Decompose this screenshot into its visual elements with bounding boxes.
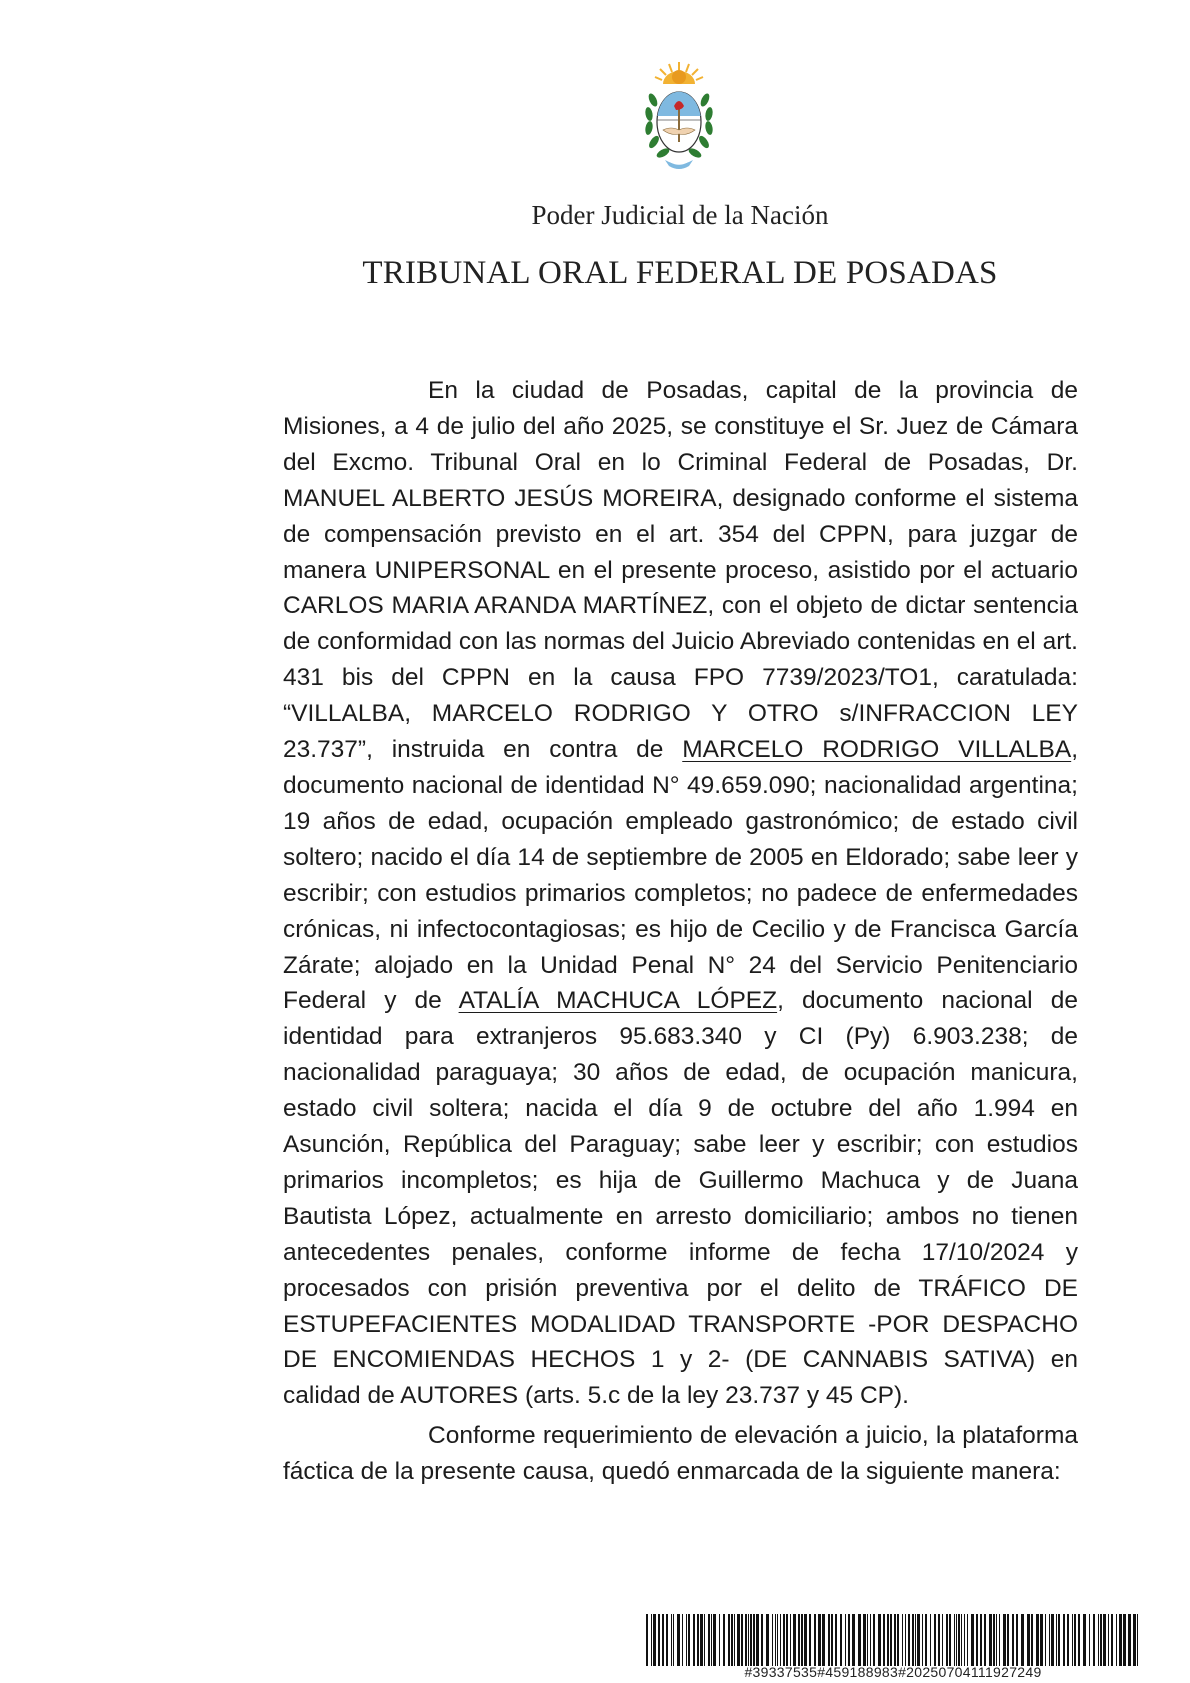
- barcode-bar: [697, 1614, 699, 1666]
- barcode-bar: [984, 1614, 986, 1666]
- barcode-bar: [1103, 1614, 1106, 1666]
- barcode-bar: [1098, 1614, 1099, 1666]
- court-name: TRIBUNAL ORAL FEDERAL DE POSADAS: [362, 255, 998, 291]
- defendant-name-1: MARCELO RODRIGO VILLALBA: [682, 736, 1072, 764]
- barcode-bar: [1021, 1614, 1024, 1666]
- barcode-bar: [686, 1614, 687, 1666]
- barcode-bar: [996, 1614, 997, 1666]
- barcode-bar: [761, 1614, 763, 1666]
- barcode-bar: [682, 1614, 683, 1666]
- barcode-bar: [1051, 1614, 1054, 1666]
- barcode-bar: [741, 1614, 743, 1666]
- barcode-bar: [915, 1614, 916, 1666]
- barcode-bar: [956, 1614, 957, 1666]
- barcode-bar: [878, 1614, 881, 1666]
- barcode-bar: [828, 1614, 830, 1666]
- barcode-bar: [745, 1614, 747, 1666]
- barcode-bar: [700, 1614, 703, 1666]
- barcode-bar: [1012, 1614, 1014, 1666]
- barcode-bar: [1063, 1614, 1065, 1666]
- barcode-bar: [897, 1614, 899, 1666]
- barcode-bar: [870, 1614, 871, 1666]
- barcode-bar: [801, 1614, 803, 1666]
- barcode-bar: [753, 1614, 755, 1666]
- barcode-bar: [905, 1614, 906, 1666]
- barcode-bar: [912, 1614, 914, 1666]
- barcode-bar: [723, 1614, 725, 1666]
- barcode-bar: [772, 1614, 773, 1666]
- barcode-bar: [677, 1614, 680, 1666]
- barcode-bar: [798, 1614, 800, 1666]
- barcode-bar: [1133, 1614, 1136, 1666]
- barcode-bar: [1067, 1614, 1069, 1666]
- barcode-bar: [835, 1614, 837, 1666]
- barcode-bar: [671, 1614, 672, 1666]
- barcode-bar: [1108, 1614, 1109, 1666]
- barcode-bar: [1016, 1614, 1018, 1666]
- barcode-bar: [1100, 1614, 1102, 1666]
- barcode-bar: [666, 1614, 668, 1666]
- barcode-bar: [1119, 1614, 1122, 1666]
- barcode-bar: [704, 1614, 705, 1666]
- barcode-bar: [737, 1614, 740, 1666]
- barcode-bar: [662, 1614, 664, 1666]
- organization-name: Poder Judicial de la Nación: [531, 200, 829, 230]
- barcode-bar: [777, 1614, 778, 1666]
- barcode-image: [646, 1614, 1140, 1666]
- barcode-bar: [831, 1614, 833, 1666]
- barcode-bar: [863, 1614, 866, 1666]
- barcode-bar: [908, 1614, 910, 1666]
- barcode-bar: [711, 1614, 712, 1666]
- barcode-bar: [814, 1614, 816, 1666]
- barcode-bar: [917, 1614, 920, 1666]
- barcode-bar: [993, 1614, 995, 1666]
- barcode-bar: [934, 1614, 936, 1666]
- barcode-bar: [1123, 1614, 1126, 1666]
- barcode-bar: [1040, 1614, 1043, 1666]
- barcode-bar: [852, 1614, 855, 1666]
- barcode-bar: [658, 1614, 660, 1666]
- barcode-bar: [748, 1614, 749, 1666]
- barcode-bar: [793, 1614, 796, 1666]
- barcode-bar: [964, 1614, 965, 1666]
- barcode-bar: [883, 1614, 885, 1666]
- barcode-bar: [1058, 1614, 1060, 1666]
- barcode-bar: [804, 1614, 807, 1666]
- barcode-bar: [946, 1614, 948, 1666]
- barcode-bar: [1007, 1614, 1009, 1666]
- barcode-bar: [734, 1614, 735, 1666]
- barcode-bar: [818, 1614, 821, 1666]
- barcode-bar: [728, 1614, 730, 1666]
- barcode-bar: [1003, 1614, 1006, 1666]
- barcode-bar: [845, 1614, 846, 1666]
- barcode-bar: [719, 1614, 720, 1666]
- barcode-bar: [1045, 1614, 1046, 1666]
- barcode-bar: [1072, 1614, 1073, 1666]
- barcode-bar: [894, 1614, 896, 1666]
- barcode-bar: [867, 1614, 868, 1666]
- defendant-name-2: ATALÍA MACHUCA LÓPEZ: [458, 987, 778, 1015]
- barcode-bar: [1031, 1614, 1033, 1666]
- barcode-bar: [930, 1614, 931, 1666]
- barcode-bar: [1128, 1614, 1131, 1666]
- barcode-bar: [756, 1614, 759, 1666]
- paragraph-1: [283, 373, 1078, 1414]
- barcode-bar: [693, 1614, 695, 1666]
- barcode-bar: [1093, 1614, 1095, 1666]
- barcode-bar: [954, 1614, 955, 1666]
- barcode-bar: [673, 1614, 674, 1666]
- barcode-bar: [961, 1614, 962, 1666]
- barcode-bar: [1089, 1614, 1090, 1666]
- barcode-bar: [873, 1614, 875, 1666]
- barcode-bar: [809, 1614, 811, 1666]
- barcode-bar: [790, 1614, 791, 1666]
- barcode-bar: [1137, 1614, 1138, 1666]
- barcode-bar: [708, 1614, 710, 1666]
- barcode-bar: [848, 1614, 850, 1666]
- barcode-bar: [925, 1614, 927, 1666]
- barcode-bar: [1111, 1614, 1113, 1666]
- barcode-bar: [949, 1614, 951, 1666]
- barcode-bar: [1116, 1614, 1117, 1666]
- paragraph-1-middle: , documento nacional de identidad N° 49.659.090; nacionalidad argentina; 19 años de edad, ocupación empleado gastronómico; de estado civil soltero; nacido el día 14 de septiembre de 2005 en Eldorado; sabe leer y escribir; con estudios primarios completos; no padece de enfermedades crónicas, ni infectocontagiosas; es hijo de Cecilio y de Francisca García Zárate; alojado en la Unidad Penal N° 24 del Servicio Penitenciario Federal y de: [283, 736, 1078, 1015]
- barcode-bar: [942, 1614, 943, 1666]
- paragraph-2: Conforme requerimiento de elevación a juicio, la plataforma fáctica de la presente causa, quedó enmarcada de la siguiente manera:: [283, 1422, 1078, 1486]
- barcode-bar: [731, 1614, 733, 1666]
- barcode-bar: [999, 1614, 1000, 1666]
- barcode-bar: [989, 1614, 992, 1666]
- barcode-bar: [887, 1614, 889, 1666]
- barcode-bar: [646, 1614, 648, 1666]
- barcode-bar: [653, 1614, 656, 1666]
- barcode-bar: [780, 1614, 781, 1666]
- barcode-bar: [938, 1614, 940, 1666]
- barcode-bar: [967, 1614, 968, 1666]
- barcode-bar: [890, 1614, 892, 1666]
- barcode-bar: [1036, 1614, 1039, 1666]
- paragraph-1-intro: En la ciudad de Posadas, capital de la provincia de Misiones, a 4 de julio del año 2025, se constituye el Sr. Juez de Cámara del Excmo. Tribunal Oral en lo Criminal Federal de Posadas, Dr. MANUEL ALBERTO JESÚS MOREIRA, designado conforme el sistema de compensación previsto en el art. 354 del CPPN, para juzgar de manera UNIPERSONAL en el presente proceso, asistido por el actuario CARLOS MARIA ARANDA MARTÍNEZ, con el objeto de dictar sentencia de conformidad con las normas del Juicio Abreviado contenidas en el art. 431 bis del CPPN en la causa FPO 7739/2023/TO1, caratulada: “VILLALBA, MARCELO RODRIGO Y OTRO s/INFRACCION LEY 23.737”, instruida en contra de: [283, 377, 1078, 764]
- barcode-bar: [902, 1614, 903, 1666]
- barcode-bar: [1027, 1614, 1030, 1666]
- paragraph-1-end: , documento nacional de identidad para extranjeros 95.683.340 y CI (Py) 6.903.238; de nacionalidad paraguaya; 30 años de edad, de ocupación manicura, estado civil soltera; nacida el día 9 de octubre del año 1.994 en Asunción, República del Paraguay; sabe leer y escribir; con estudios primarios incompletos; es hija de Guillermo Machuca y de Juana Bautista López, actualmente en arresto domiciliario; ambos no tienen antecedentes penales, conforme informe de fecha 17/10/2024 y procesados con prisión preventiva por el delito de TRÁFICO DE ESTUPEFACIENTES MODALIDAD TRANSPORTE -POR DESPACHO DE ENCOMIENDAS HECHOS 1 y 2- (DE CANNABIS SATIVA) en calidad de AUTORES (arts. 5.c de la ley 23.737 y 45 CP).: [283, 987, 1078, 1410]
- barcode-bar: [980, 1614, 982, 1666]
- barcode-bar: [651, 1614, 652, 1666]
- barcode-bar: [1049, 1614, 1050, 1666]
- document-body: [283, 373, 1078, 1490]
- barcode-bar: [750, 1614, 752, 1666]
- barcode-bar: [822, 1614, 825, 1666]
- barcode-bar: [786, 1614, 788, 1666]
- barcode-bar: [958, 1614, 960, 1666]
- barcode-bar: [858, 1614, 861, 1666]
- barcode-bar: [976, 1614, 978, 1666]
- barcode-bar: [1078, 1614, 1080, 1666]
- barcode-bar: [783, 1614, 785, 1666]
- barcode-bar: [775, 1614, 776, 1666]
- barcode-bar: [688, 1614, 690, 1666]
- barcode-bar: [713, 1614, 716, 1666]
- barcode-bar: [1056, 1614, 1057, 1666]
- barcode-text: #39337535#459188983#20250704111927249: [744, 1664, 1042, 1680]
- barcode-bar: [971, 1614, 974, 1666]
- barcode-bar: [1074, 1614, 1076, 1666]
- barcode-bar: [1083, 1614, 1086, 1666]
- barcode-bar: [840, 1614, 842, 1666]
- barcode-bar: [922, 1614, 923, 1666]
- coat-of-arms-icon: [641, 60, 717, 172]
- barcode-bar: [766, 1614, 769, 1666]
